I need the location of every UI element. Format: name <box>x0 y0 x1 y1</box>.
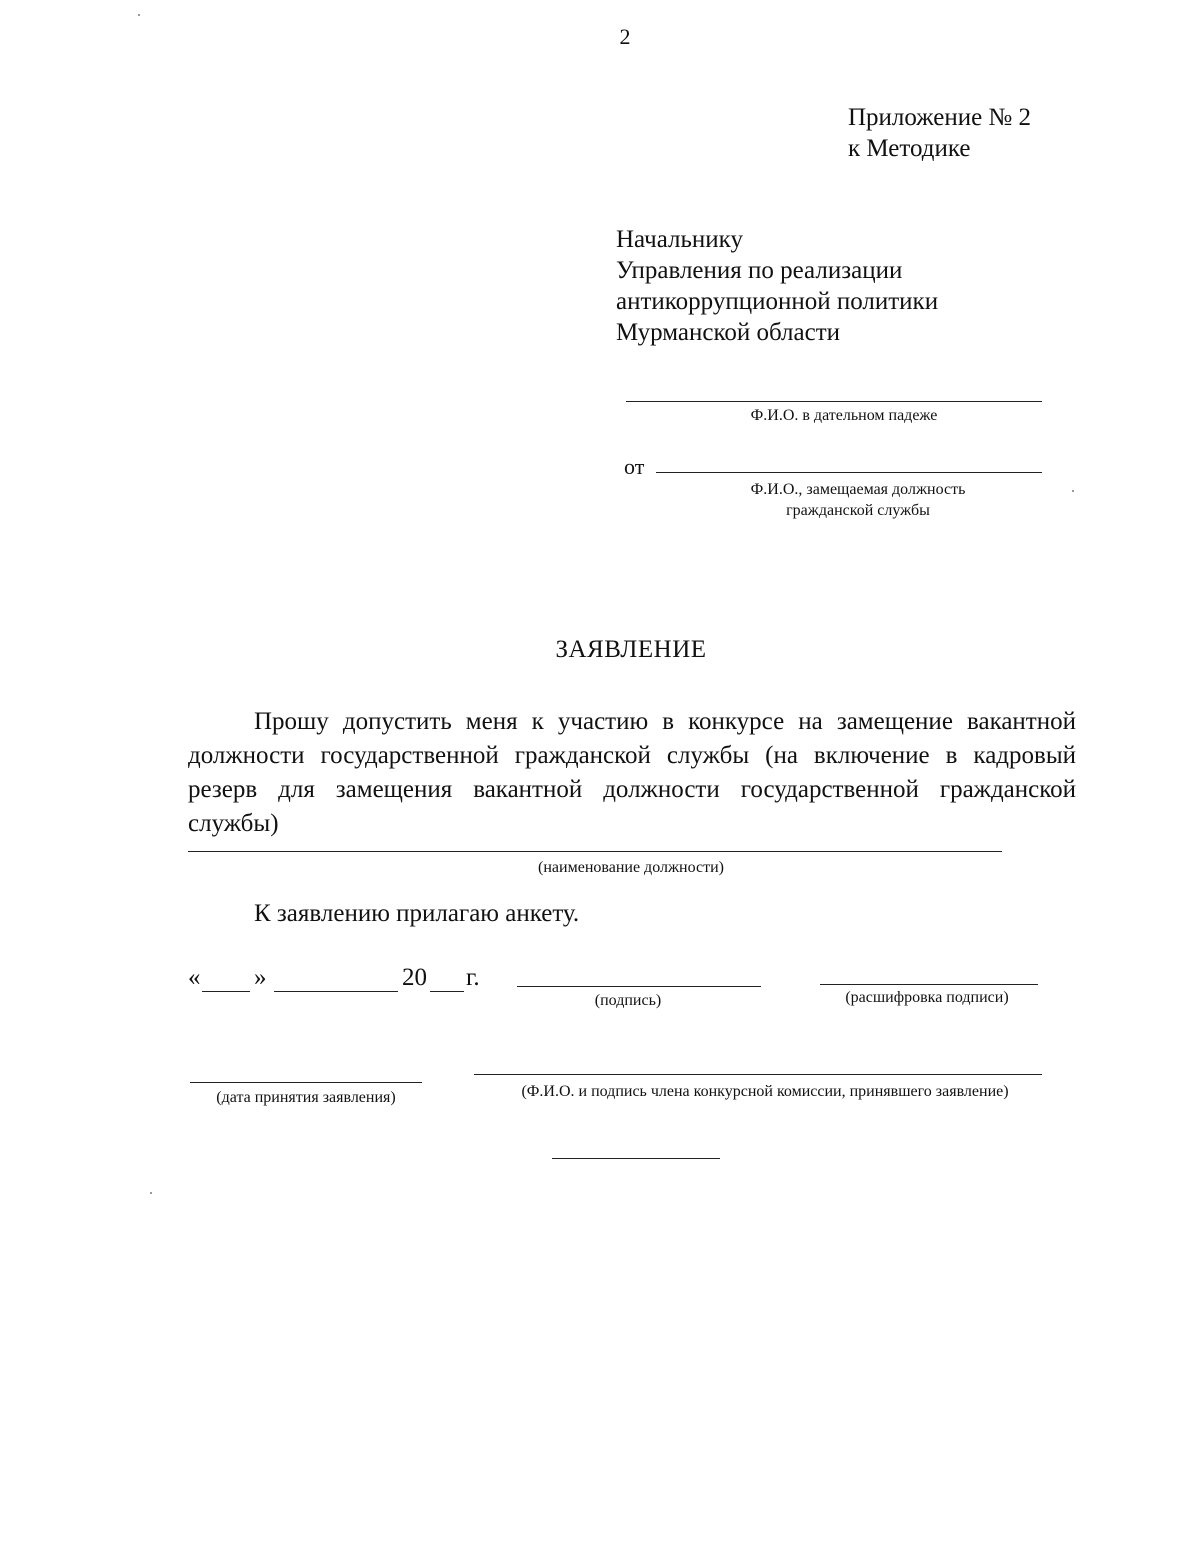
signature-decode-line <box>820 984 1038 985</box>
recipient-name-caption: Ф.И.О. в дательном падеже <box>750 407 938 424</box>
date-year-suffix: г. <box>466 964 480 991</box>
acceptance-date-line <box>190 1082 422 1083</box>
date-close-quote: » <box>254 964 267 991</box>
scan-speck <box>138 14 140 16</box>
scan-speck <box>150 1192 152 1194</box>
addressee-line-1: Начальнику <box>616 226 743 253</box>
date-open-quote: « <box>188 964 201 991</box>
sender-caption-line-2: гражданской службы <box>786 502 930 519</box>
recipient-name-line <box>626 401 1042 402</box>
position-name-caption: (наименование должности) <box>538 859 724 876</box>
page-number: 2 <box>619 24 631 49</box>
addressee-line-4: Мурманской области <box>616 319 841 346</box>
date-year-prefix: 20 <box>402 964 427 991</box>
from-label: от <box>624 454 645 479</box>
appendix-reference <box>848 102 1031 164</box>
sender-caption <box>700 479 1016 521</box>
signature-decode-caption: (расшифровка подписи) <box>845 989 1009 1006</box>
appendix-line-2: к Методике <box>848 135 971 162</box>
date-month-line <box>274 991 398 992</box>
application-body-text: Прошу допустить меня к участию в конкурсе на замещение вакантной должности государственной гражданской службы (на включение в кадровый резерв для замещения вакантной должности государственной гражданской службы) <box>188 708 1076 837</box>
date-year-line <box>430 991 464 992</box>
addressee-line-3: антикоррупционной политики <box>616 288 939 315</box>
signature-line <box>517 986 761 987</box>
attachment-text: К заявлению прилагаю анкету. <box>254 900 580 927</box>
addressee-block <box>616 224 938 348</box>
scan-speck <box>1072 490 1074 492</box>
signature-caption: (подпись) <box>594 992 662 1009</box>
sender-line <box>656 472 1042 473</box>
commission-member-line <box>474 1074 1042 1075</box>
sender-caption-line-1: Ф.И.О., замещаемая должность <box>750 481 966 498</box>
closing-separator <box>552 1158 720 1159</box>
addressee-line-2: Управления по реализации <box>616 257 903 284</box>
document-heading: ЗАЯВЛЕНИЕ <box>555 636 707 663</box>
acceptance-date-caption: (дата принятия заявления) <box>216 1089 396 1106</box>
date-day-line <box>202 991 250 992</box>
appendix-line-1: Приложение № 2 <box>848 104 1032 131</box>
commission-member-caption: (Ф.И.О. и подпись члена конкурсной комиссии, принявшего заявление) <box>521 1083 1009 1100</box>
position-name-line <box>188 851 1002 852</box>
